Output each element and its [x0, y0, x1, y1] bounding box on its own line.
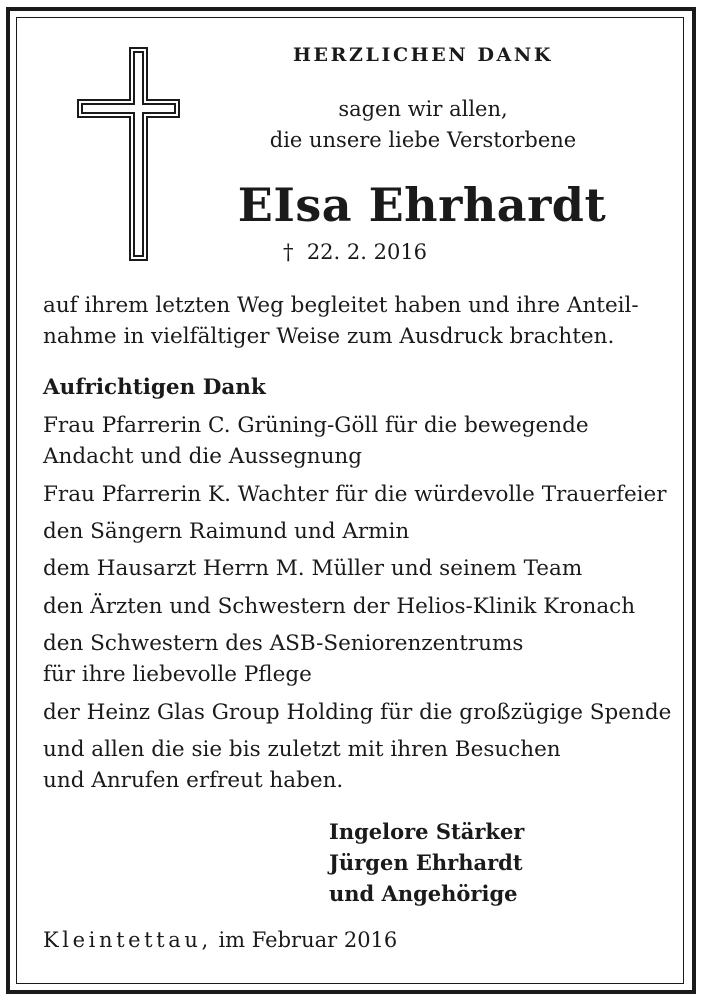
notice-subline-2: die unsere liebe Verstorbene [269, 128, 577, 152]
thanks-heading: Aufrichtigen Dank [43, 375, 266, 400]
death-date-line [220, 240, 490, 264]
signature-line: und Angehörige [329, 881, 518, 906]
thanks-line: den Ärzten und Schwestern der Helios-Klinik Kronach [43, 594, 636, 619]
notice-title: HERZLICHEN DANK [293, 44, 553, 66]
thanks-line: den Schwestern des ASB-Seniorenzentrums [43, 631, 524, 656]
intro-line-1: auf ihrem letzten Weg begleitet haben und ihre Anteil- [43, 293, 639, 318]
thanks-line: für ihre liebevolle Pflege [43, 662, 312, 687]
thanks-line: der Heinz Glas Group Holding für die großzügige Spende [43, 700, 672, 725]
notice-subline-1: sagen wir allen, [338, 97, 508, 121]
thanks-line: dem Hausarzt Herrn M. Müller und seinem Team [43, 556, 583, 581]
signature-line: Jürgen Ehrhardt [329, 850, 523, 875]
thanks-line: und Anrufen erfreut haben. [43, 768, 344, 793]
footer-date: im Februar 2016 [218, 928, 398, 952]
cross-icon [76, 46, 182, 262]
footer-place: Kleintettau, [43, 928, 212, 952]
deceased-name: EIsa Ehrhardt [237, 178, 607, 232]
death-date: 22. 2. 2016 [306, 240, 428, 264]
thanks-line: Andacht und die Aussegnung [43, 444, 363, 469]
thanks-line: Frau Pfarrerin C. Grüning-Göll für die bewegende [43, 413, 589, 438]
signature-line: Ingelore Stärker [329, 819, 525, 844]
thanks-line: und allen die sie bis zuletzt mit ihren Besuchen [43, 737, 561, 762]
intro-line-2: nahme in vielfältiger Weise zum Ausdruck brachten. [43, 324, 615, 349]
thanks-line: Frau Pfarrerin K. Wachter für die würdevolle Trauerfeier [43, 482, 667, 507]
footer-line [43, 928, 397, 952]
death-symbol: † [282, 240, 294, 264]
thanks-line: den Sängern Raimund und Armin [43, 519, 410, 544]
